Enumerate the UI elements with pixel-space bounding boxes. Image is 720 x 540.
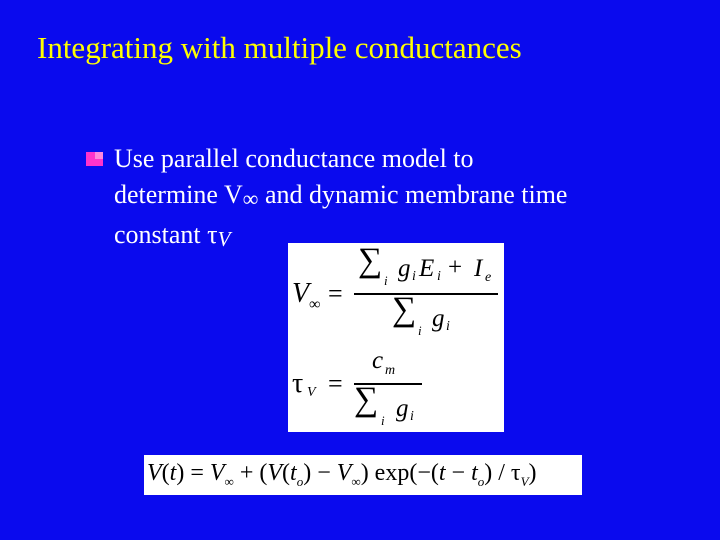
sol-minus2: − xyxy=(445,460,472,486)
sol-exp: ) exp(−( xyxy=(360,460,439,486)
tauv-den-sigma: ∑ xyxy=(354,381,379,418)
vinf-num-I: I xyxy=(474,255,483,282)
equation-box-steady-state xyxy=(288,243,504,432)
infinity-symbol: ∞ xyxy=(242,186,259,211)
bullet-line-1 xyxy=(82,141,702,177)
sol-vinf: V xyxy=(209,460,225,486)
tauv-num-c-sub: m xyxy=(385,363,396,378)
sol-paren: ( xyxy=(161,460,170,486)
sol-to2-sub: o xyxy=(477,473,485,489)
tauv-equals: = xyxy=(328,369,343,398)
tauv-den-g-sub: i xyxy=(410,409,414,424)
sol-tau-sub: V xyxy=(520,473,529,489)
equation-box-solution xyxy=(144,455,582,495)
vinf-num-plus: + xyxy=(448,254,463,281)
tauv-num-c: c xyxy=(372,347,384,374)
sol-tau: τ xyxy=(510,460,521,486)
bullet-icon xyxy=(86,152,103,166)
sol-to-sub: o xyxy=(296,473,304,489)
vinf-num-g: g xyxy=(398,255,411,282)
tau-subscript: V xyxy=(217,227,231,251)
sol-t2: t xyxy=(438,460,446,486)
vinf-num-E-sub: i xyxy=(437,269,441,284)
vinf-num-sigma: ∑ xyxy=(358,242,383,279)
bullet-text-2a: determine V xyxy=(114,180,243,209)
sol-plus: + ( xyxy=(233,460,268,486)
tau-symbol: τ xyxy=(207,220,218,249)
sol-t: t xyxy=(169,460,177,486)
tauv-den-sigma-sub: i xyxy=(381,413,385,428)
vinf-equals: = xyxy=(328,279,343,308)
vinf-num-g-sub: i xyxy=(412,269,416,284)
bullet-text-1: Use parallel conductance model to xyxy=(114,144,474,173)
sol-to2: t xyxy=(471,460,478,486)
vinf-num-I-sub: e xyxy=(485,270,492,285)
vinf-num-E: E xyxy=(419,255,435,282)
vinf-den-sigma-sub: i xyxy=(418,323,422,338)
sol-eq: ) = xyxy=(176,460,210,486)
sol-close: ) xyxy=(528,460,537,486)
sol-vinf-sub: ∞ xyxy=(224,473,234,489)
vinf-den-g: g xyxy=(432,305,445,332)
vinf-den-g-sub: i xyxy=(446,319,450,334)
vinf-lhs: V xyxy=(292,278,310,309)
tauv-lhs: τ xyxy=(292,368,304,399)
vinf-fraction-bar xyxy=(354,293,498,295)
bullet-block xyxy=(82,141,702,257)
sol-divide: ) / xyxy=(484,460,511,486)
tauv-den-g: g xyxy=(396,395,409,422)
tauv-lhs-sub: V xyxy=(307,385,316,400)
sol-vinf2: V xyxy=(336,460,352,486)
solution-equation xyxy=(147,460,537,490)
bullet-text-2b: and dynamic membrane time xyxy=(258,180,568,209)
slide-title: Integrating with multiple conductances xyxy=(37,30,522,65)
sol-vinf2-sub: ∞ xyxy=(351,473,361,489)
bullet-line-2 xyxy=(82,177,702,217)
sol-to: t xyxy=(290,460,297,486)
vinf-den-sigma: ∑ xyxy=(392,291,417,328)
sol-minus: ) − xyxy=(303,460,337,486)
vinf-num-sigma-sub: i xyxy=(384,273,388,288)
sol-v2: V xyxy=(267,460,283,486)
vinf-lhs-sub: ∞ xyxy=(309,296,321,313)
sol-paren2: ( xyxy=(282,460,291,486)
sol-v: V xyxy=(147,460,162,486)
bullet-text-3a: constant xyxy=(114,220,208,249)
